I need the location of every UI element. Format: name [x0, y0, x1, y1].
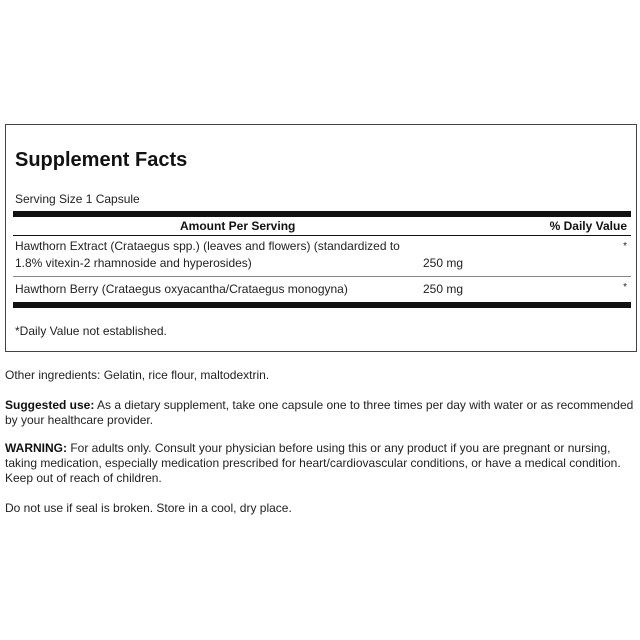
supplement-facts-panel: [5, 124, 637, 352]
footer-divider: [13, 302, 631, 308]
nutrient-amount: 250 mg: [423, 256, 464, 270]
column-header-divider: [13, 235, 631, 236]
suggested-use-label: Suggested use:: [5, 398, 95, 412]
amount-per-serving-header: Amount Per Serving: [180, 219, 296, 233]
nutrient-name-cont: 1.8% vitexin-2 rhamnoside and hyperosides): [15, 256, 252, 270]
nutrient-daily-value: *: [623, 241, 627, 252]
other-ingredients: Other ingredients: Gelatin, rice flour, maltodextrin.: [5, 368, 270, 382]
nutrient-name: Hawthorn Berry (Crataegus oxyacantha/Crataegus monogyna): [15, 282, 348, 296]
nutrient-amount: 250 mg: [423, 282, 464, 296]
row-divider: [13, 276, 631, 277]
storage-instructions: Do not use if seal is broken. Store in a cool, dry place.: [5, 501, 292, 515]
daily-value-footnote: *Daily Value not established.: [15, 324, 167, 338]
warning-text: For adults only. Consult your physician before using this or any product if you are pregnant or nursing, taking medication, especially medication prescribed for heart/cardiovascular conditions, or have a medical condition. Keep out of reach of children.: [5, 441, 621, 485]
suggested-use: [5, 398, 635, 428]
nutrient-daily-value: *: [623, 282, 627, 293]
facts-title: Supplement Facts: [15, 149, 188, 171]
serving-size: Serving Size 1 Capsule: [15, 192, 140, 206]
warning: [5, 441, 635, 486]
warning-label: WARNING:: [5, 441, 67, 455]
suggested-use-text: As a dietary supplement, take one capsule one to three times per day with water or as recommended by your healthcare provider.: [5, 398, 634, 427]
header-divider: [13, 211, 631, 217]
nutrient-name: Hawthorn Extract (Crataegus spp.) (leaves and flowers) (standardized to: [15, 239, 400, 253]
daily-value-header: % Daily Value: [549, 219, 627, 233]
